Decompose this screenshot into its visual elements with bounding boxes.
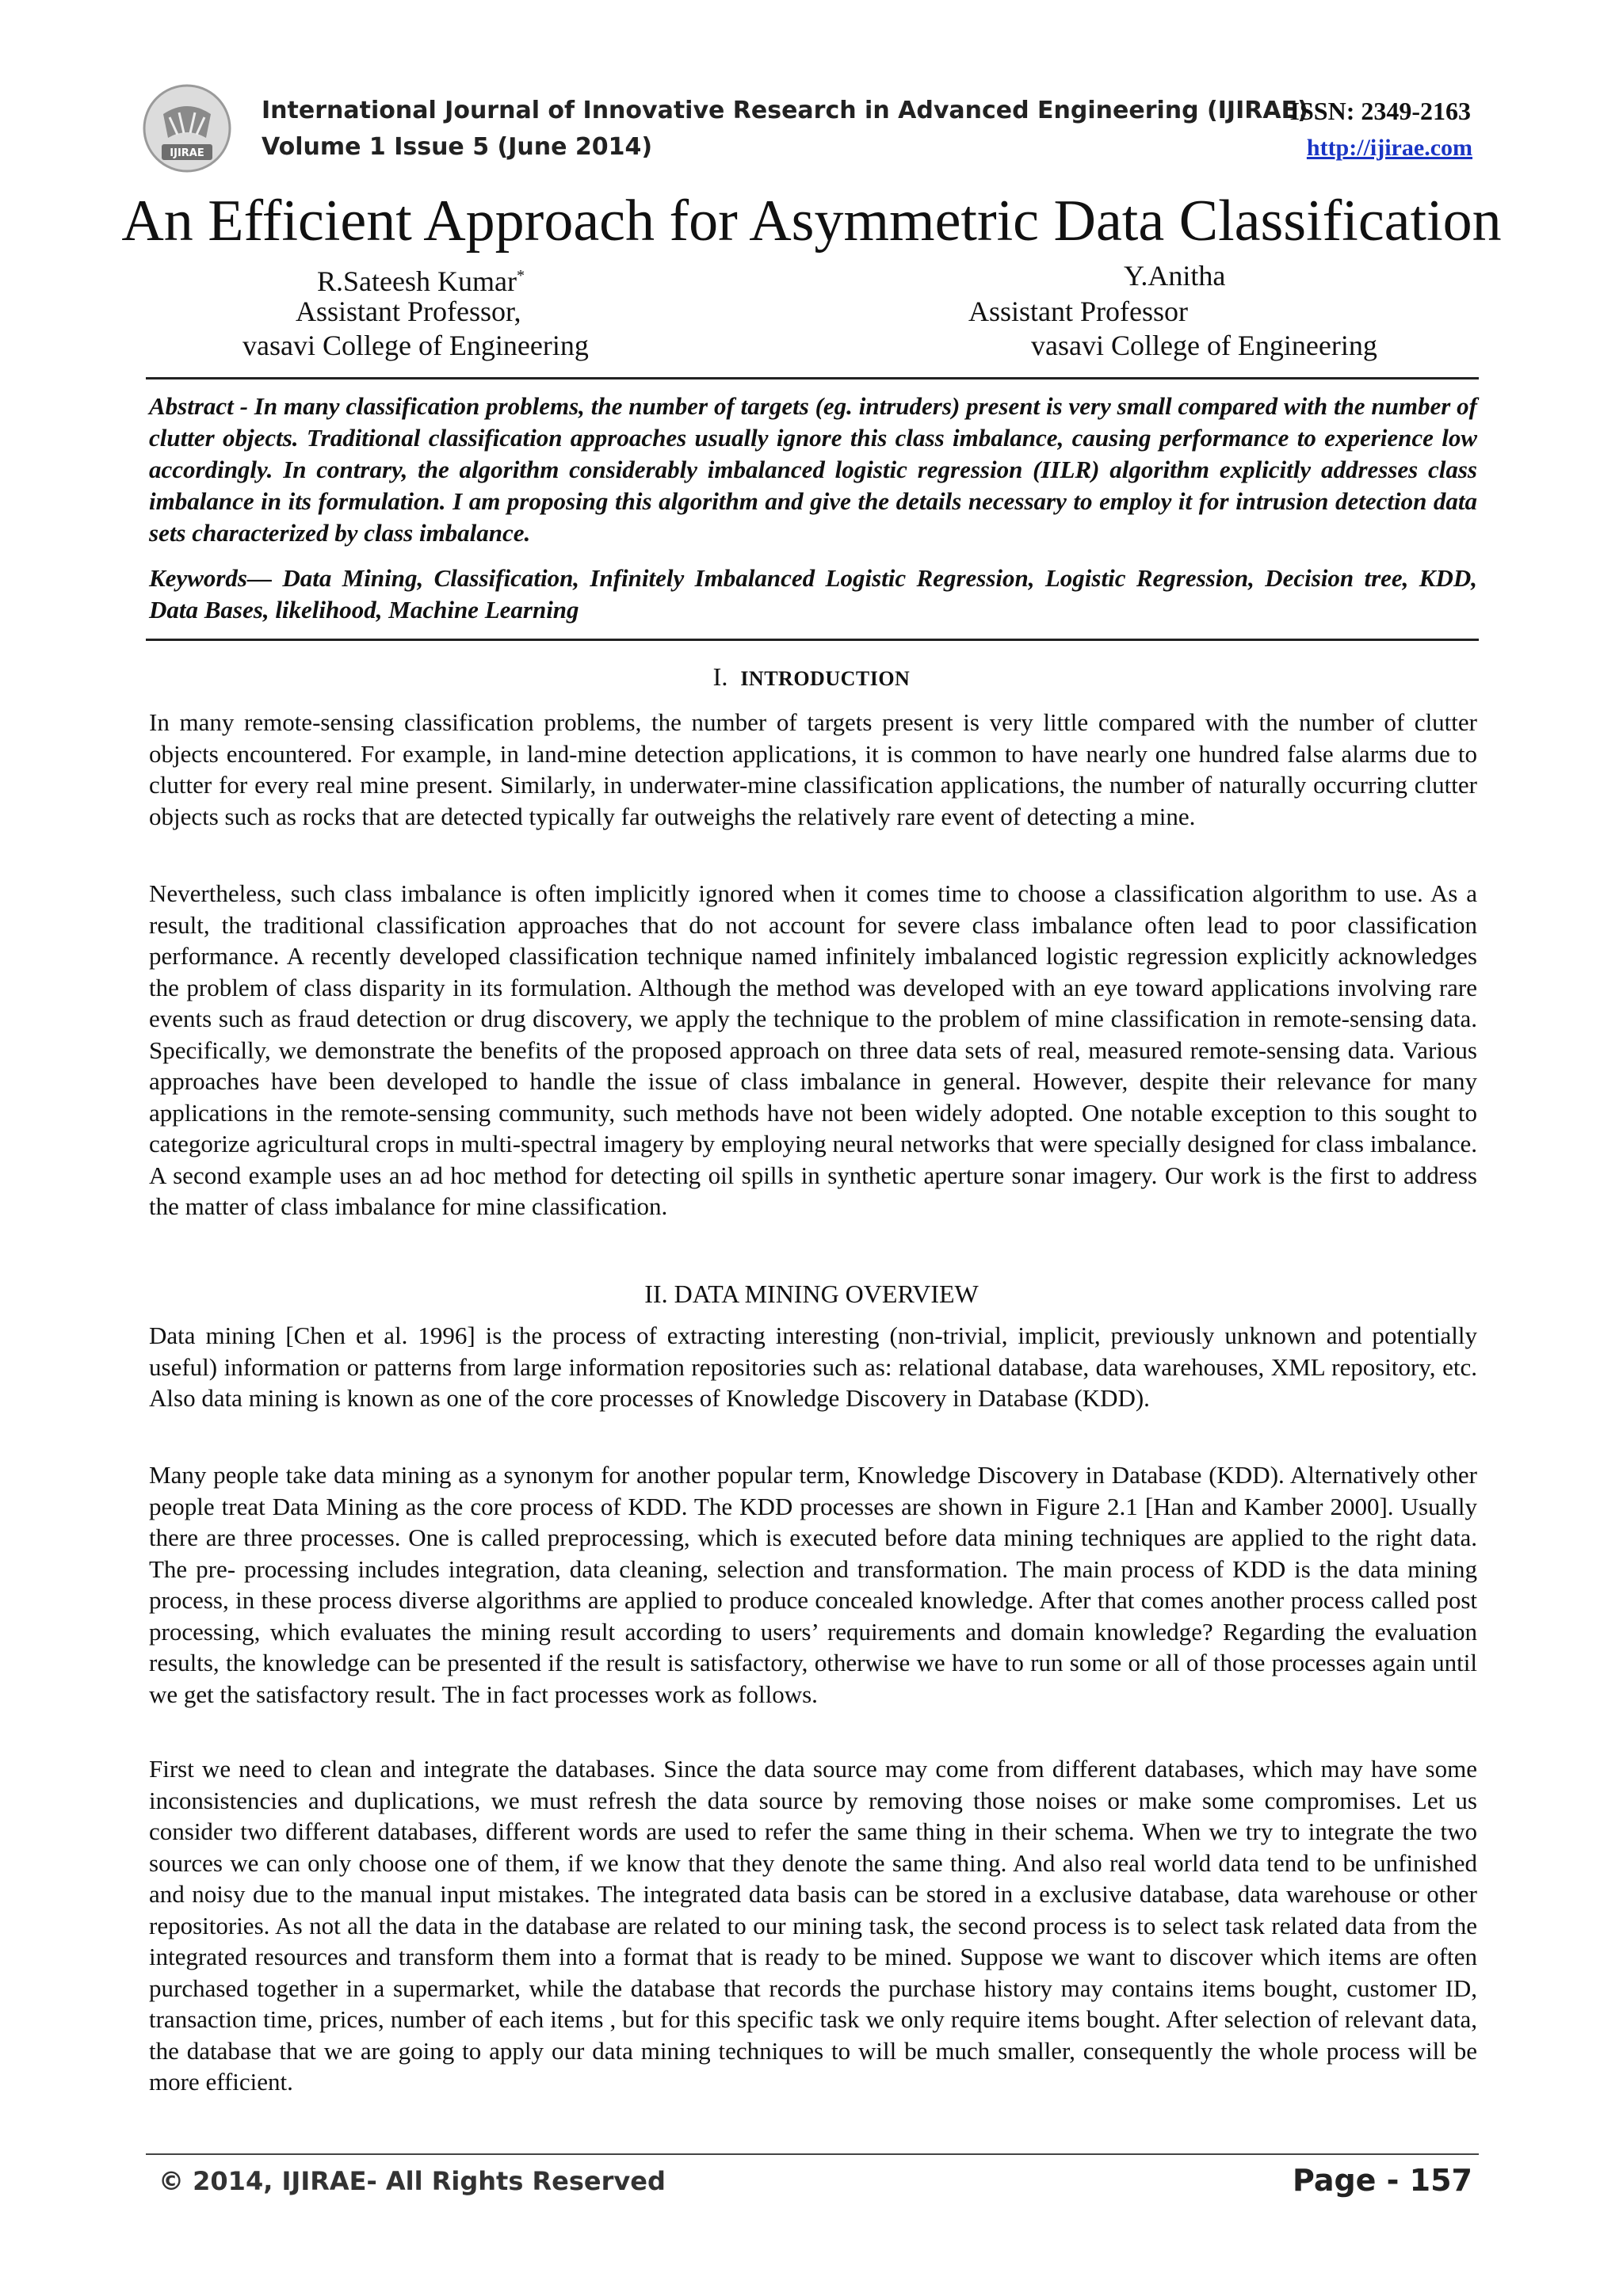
intro-paragraph-1: In many remote-sensing classification problems, the number of targets present is very little compared with the number of clutter objects encountered. For example, in land-mine detection applications, it is common to have nearly one hundred false alarms due to clutter for every real mine present. Similarly, in underwater-mine classification applications, the number of naturally occurring clutter objects such as rocks that are detected typically far outweighs the relatively rare event of detecting a mine.: [149, 708, 1477, 830]
divider-top: [146, 377, 1479, 379]
divider-abstract: [146, 639, 1479, 641]
section-heading-data-mining-overview: II. DATA MINING OVERVIEW: [644, 1280, 979, 1308]
journal-volume: Volume 1 Issue 5 (June 2014): [262, 133, 653, 161]
keywords: Keywords— Data Mining, Classification, Infinitely Imbalanced Logistic Regression, Logistic Regression, Decision tree, KDD, Data Bases, likelihood, Machine Learning: [149, 564, 1477, 624]
abstract: Abstract - In many classification problems, the number of targets (eg. intruders) present is very small compared with the number of clutter objects. Traditional classification approaches usually ignore this class imbalance, causing performance to experience low accordingly. In contrary, the algorithm considerably imbalanced logistic regression (IILR) algorithm explicitly addresses class imbalance in its formulation. I am proposing this algorithm and give the details necessary to employ it for intrusion detection data sets characterized by class imbalance.: [149, 392, 1477, 547]
author-1-role: Assistant Professor,: [296, 296, 521, 327]
dm-paragraph-2: Many people take data mining as a synonym for another popular term, Knowledge Discovery in Database (KDD). Alternatively other people treat Data Mining as the core process of KDD. The KDD processes are shown in Figure 2.1 [Han and Kamber 2000]. Usually there are three processes. One is called preprocessing, which is executed before data mining techniques are applied to the right data. The pre- processing includes integration, data cleaning, selection and transformation. The main process of KDD is the data mining process, in these process diverse algorithms are applied to produce concealed knowledge. After that comes another process called post processing, which evaluates the mining result according to users’ requirements and domain knowledge? Regarding the evaluation results, the knowledge can be presented if the result is satisfactory, otherwise we have to run some or all of those processes again until we get the satisfactory result. The in fact processes work as follows.: [149, 1461, 1477, 1708]
intro-paragraph-2: Nevertheless, such class imbalance is often implicitly ignored when it comes time to choose a classification algorithm to use. As a result, the traditional classification approaches that do not account for severe class imbalance often lead to poor classification performance. A recently developed classification technique named infinitely imbalanced logistic regression explicitly acknowledges the problem of class disparity in its formulation. Although the method was developed with an eye toward applications involving rare events such as fraud detection or drug discovery, we apply the technique to the problem of mine classification in remote-sensing data. Specifically, we demonstrate the benefits of the proposed approach on three data sets of real, measured remote-sensing data. Various approaches have been developed to handle the issue of class imbalance in general. However, despite their relevance for many applications in the remote-sensing community, such methods have not been widely adopted. One notable exception to this sought to categorize agricultural crops in multi-spectral imagery by employing neural networks that were specially designed for class imbalance. A second example uses an ad hoc method for detecting oil spills in synthetic aperture sonar imagery. Our work is the first to address the matter of class imbalance for mine classification.: [149, 879, 1477, 1220]
dm-paragraph-1: Data mining [Chen et al. 1996] is the process of extracting interesting (non-trivial, implicit, previously unknown and potentially useful) information or patterns from large information repositories such as: relational database, data warehouses, XML repository, etc. Also data mining is known as one of the core processes of Knowledge Discovery in Database (KDD).: [149, 1322, 1477, 1412]
journal-name: International Journal of Innovative Research in Advanced Engineering (IJIRAE): [262, 97, 1308, 124]
journal-issn: ISSN: 2349-2163: [1289, 97, 1471, 125]
author-1-name: R.Sateesh Kumar*: [317, 265, 525, 297]
paper-title: An Efficient Approach for Asymmetric Data Classification: [121, 189, 1502, 254]
page-number: Page - 157: [1293, 2163, 1472, 2198]
section-heading-introduction: I. INTRODUCTION: [712, 662, 911, 691]
author-1-affiliation: vasavi College of Engineering: [242, 330, 589, 361]
dm-paragraph-3: First we need to clean and integrate the databases. Since the data source may come from different databases, which may have some inconsistencies and duplications, we must refresh the data source by removing those noises or make some compromises. Let us consider two different databases, different words are used to refer the same thing in their schema. When we try to integrate the two sources we can only choose one of them, if we know that they denote the same thing. And also real world data tend to be unfinished and noisy due to the manual input mistakes. The integrated data basis can be stored in a exclusive database, data warehouse or other repositories. As not all the data in the database are related to our mining task, the second process is to select task related data from the integrated resources and transform them into a format that is ready to be mined. Suppose we want to discover which items are often purchased together in a supermarket, while the database that records the purchase history may contains items bought, customer ID, transaction time, prices, number of each items , but for this specific task we only require items bought. After selection of relevant data, the database that we are going to apply our data mining techniques to will be much smaller, consequently the whole process will be more efficient.: [149, 1755, 1477, 2096]
journal-logo: [143, 82, 231, 174]
svg-text:IJIRAE: IJIRAE: [170, 147, 204, 159]
footer-copyright: © 2014, IJIRAE- All Rights Reserved: [158, 2166, 666, 2196]
author-2-role: Assistant Professor: [968, 296, 1188, 327]
journal-url-link[interactable]: http://ijirae.com: [1306, 135, 1472, 161]
author-2-affiliation: vasavi College of Engineering: [1031, 330, 1377, 361]
author-2-name: Y.Anitha: [1124, 260, 1226, 292]
footer-divider: [146, 2153, 1479, 2155]
